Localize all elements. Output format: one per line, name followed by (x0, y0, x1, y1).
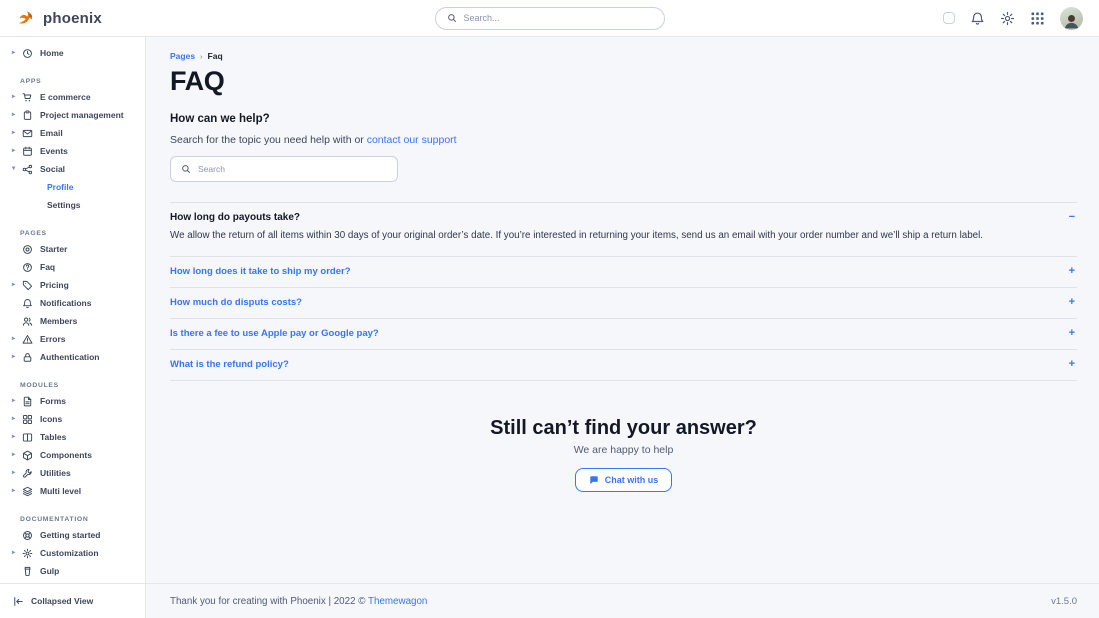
caret-right-icon: ▸ (12, 334, 16, 342)
bell-icon (22, 298, 33, 309)
sidebar-item-multi-level[interactable] (0, 482, 145, 500)
sidebar-item-members[interactable] (0, 312, 145, 330)
sidebar-section-label-apps: APPS (20, 77, 42, 85)
sidebar-item-e-commerce[interactable] (0, 88, 145, 106)
faq-item-is-there-a-fee-to-use-apple-pay-or-googl (170, 319, 1077, 350)
navbar-actions (943, 7, 1083, 30)
users-icon (22, 316, 33, 327)
file-text-icon (22, 396, 33, 407)
layers-icon (22, 486, 33, 497)
sidebar-item-components[interactable] (0, 446, 145, 464)
footer-version: v1.5.0 (1051, 595, 1077, 607)
faq-question-text: What is the refund policy? (170, 359, 289, 371)
faq-item-how-long-does-it-take-to-ship-my-order (170, 257, 1077, 288)
wrench-icon (22, 468, 33, 479)
table-icon (22, 432, 33, 443)
expand-plus-icon: + (1068, 327, 1075, 340)
faq-item-how-long-do-payouts-take (170, 203, 1077, 257)
help-text-body: Search for the topic you need help with or (170, 134, 367, 146)
help-heading: How can we help? (170, 113, 270, 125)
sidebar-subitem-settings[interactable]: Settings (47, 200, 81, 210)
collapse-minus-icon: − (1068, 211, 1075, 223)
help-text (170, 134, 1077, 146)
brand-logo[interactable] (16, 8, 102, 29)
sidebar-item-label: Errors (40, 334, 66, 344)
faq-question-toggle[interactable] (170, 212, 1077, 223)
themewagon-link[interactable]: Themewagon (368, 595, 428, 607)
sidebar-item-label: Notifications (40, 298, 92, 308)
sidebar-item-errors[interactable] (0, 330, 145, 348)
caret-right-icon: ▸ (12, 146, 16, 154)
faq-item-what-is-the-refund-policy (170, 350, 1077, 381)
sidebar-item-label: Members (40, 316, 78, 326)
sidebar-item-label: Email (40, 128, 63, 138)
sidebar-item-starter[interactable] (0, 240, 145, 258)
sidebar-item-social[interactable] (0, 160, 145, 178)
sidebar-item-label: Multi level (40, 486, 82, 496)
notifications-bell-icon[interactable] (970, 11, 985, 26)
faq-accordion (170, 202, 1077, 381)
sidebar-item-home[interactable] (0, 44, 145, 62)
collapse-left-icon (13, 596, 24, 607)
clock-icon (22, 48, 33, 59)
sidebar-item-label: Icons (40, 414, 63, 424)
faq-question-text: How much do disputs costs? (170, 297, 302, 309)
main-content (146, 37, 1099, 618)
caret-right-icon: ▸ (12, 414, 16, 422)
sidebar-item-forms[interactable] (0, 392, 145, 410)
apps-grid-icon[interactable] (1030, 11, 1045, 26)
sidebar-nav (0, 37, 145, 583)
caret-right-icon: ▸ (12, 128, 16, 136)
faq-question-toggle[interactable] (170, 257, 1077, 287)
sidebar-item-label: Faq (40, 262, 56, 272)
share-icon (22, 164, 33, 175)
caret-right-icon: ▸ (12, 352, 16, 360)
search-icon (447, 13, 457, 23)
faq-search[interactable] (170, 156, 398, 182)
expand-plus-icon: + (1068, 265, 1075, 278)
sidebar-item-label: Customization (40, 548, 99, 558)
navbar-search[interactable] (435, 7, 665, 30)
cta-heading: Still can’t find your answer? (490, 416, 757, 439)
theme-toggle[interactable] (943, 12, 955, 24)
faq-question-text: How long do payouts take? (170, 212, 301, 223)
chat-bubble-icon (589, 475, 599, 485)
faq-search-input[interactable] (198, 164, 387, 174)
calendar-icon (22, 146, 33, 157)
search-icon (181, 164, 191, 174)
help-circle-icon (22, 262, 33, 273)
sidebar-item-label: Starter (40, 244, 68, 254)
caret-right-icon: ▸ (12, 548, 16, 556)
settings-gear-icon[interactable] (1000, 11, 1015, 26)
faq-answer-text: We allow the return of all items within 30 days of your original order’s date. If you’re interested in returning your items, send us an email with your order number and we’ll ship a return label. (170, 230, 984, 241)
person-icon (1062, 11, 1081, 30)
sidebar-item-label: Social (40, 164, 66, 174)
sidebar-item-authentication[interactable] (0, 348, 145, 366)
lock-icon (22, 352, 33, 363)
caret-right-icon: ▸ (12, 92, 16, 100)
sidebar-item-label: Components (40, 450, 92, 460)
grid-icon (22, 414, 33, 425)
sidebar-item-notifications[interactable] (0, 294, 145, 312)
breadcrumb-separator: › (200, 51, 203, 61)
caret-right-icon: ▸ (12, 396, 16, 404)
faq-question-toggle[interactable] (170, 319, 1077, 349)
faq-question-toggle[interactable] (170, 350, 1077, 380)
caret-down-icon: ▾ (12, 164, 16, 172)
clipboard-icon (22, 110, 33, 121)
caret-right-icon: ▸ (12, 450, 16, 458)
disc-icon (22, 244, 33, 255)
chat-button-label: Chat with us (604, 474, 659, 485)
top-navbar (0, 0, 1099, 37)
life-buoy-icon (22, 530, 33, 541)
sidebar-section-label-modules: MODULES (20, 381, 59, 389)
mail-icon (22, 128, 33, 139)
package-icon (22, 450, 33, 461)
footer-text-prefix: Thank you for creating with Phoenix | 2022 © (170, 595, 369, 607)
sidebar-section-label-pages: PAGES (20, 229, 47, 237)
faq-item-how-much-do-disputs-costs (170, 288, 1077, 319)
caret-right-icon: ▸ (12, 280, 16, 288)
sidebar-item-utilities[interactable] (0, 464, 145, 482)
sidebar-item-customization[interactable] (0, 544, 145, 562)
phoenix-logo-icon (16, 8, 37, 29)
brand-name: phoenix (43, 9, 102, 27)
cart-icon (22, 92, 33, 103)
sidebar (0, 37, 146, 618)
expand-plus-icon: + (1068, 296, 1075, 309)
sidebar-item-tables[interactable] (0, 428, 145, 446)
sidebar-item-label: Home (40, 48, 64, 58)
caret-right-icon: ▸ (12, 48, 16, 56)
sidebar-item-label: Project management (40, 110, 124, 120)
breadcrumb-pages-link[interactable]: Pages (170, 51, 196, 61)
sidebar-item-label: Authentication (40, 352, 100, 362)
contact-support-link[interactable]: contact our support (366, 134, 457, 146)
footer (146, 583, 1099, 618)
sidebar-item-getting-started[interactable] (0, 526, 145, 544)
page-title: FAQ (170, 66, 225, 96)
navbar-search-input[interactable] (464, 13, 653, 23)
user-avatar[interactable] (1060, 7, 1083, 30)
sidebar-subitem-profile[interactable]: Profile (47, 182, 74, 192)
cta-section (170, 417, 1077, 492)
gear-icon (22, 548, 33, 559)
caret-right-icon: ▸ (12, 432, 16, 440)
sidebar-item-label: Pricing (40, 280, 69, 290)
sidebar-item-gulp[interactable] (0, 562, 145, 580)
cup-icon (22, 566, 33, 577)
sidebar-item-project-management[interactable] (0, 106, 145, 124)
faq-question-text: Is there a fee to use Apple pay or Google pay? (170, 328, 379, 340)
sidebar-item-label: Events (40, 146, 68, 156)
footer-text (170, 596, 427, 607)
faq-question-text: How long does it take to ship my order? (170, 266, 351, 278)
sidebar-item-label: Getting started (40, 530, 101, 540)
sidebar-item-events[interactable] (0, 142, 145, 160)
sidebar-item-label: E commerce (40, 92, 91, 102)
caret-right-icon: ▸ (12, 486, 16, 494)
breadcrumb-current: Faq (207, 51, 223, 61)
caret-right-icon: ▸ (12, 468, 16, 476)
faq-question-toggle[interactable] (170, 288, 1077, 318)
sidebar-item-faq[interactable] (0, 258, 145, 276)
sidebar-item-label: Forms (40, 396, 66, 406)
sidebar-item-label: Tables (40, 432, 67, 442)
sidebar-item-label: Utilities (40, 468, 71, 478)
sidebar-item-email[interactable] (0, 124, 145, 142)
sidebar-item-label: Gulp (40, 566, 60, 576)
sidebar-item-icons[interactable] (0, 410, 145, 428)
chat-with-us-button[interactable] (575, 468, 673, 492)
collapsed-view-label: Collapsed View (31, 596, 94, 606)
alert-triangle-icon (22, 334, 33, 345)
collapsed-view-toggle[interactable] (0, 583, 145, 618)
expand-plus-icon: + (1068, 358, 1075, 371)
cta-subtext: We are happy to help (573, 443, 674, 456)
breadcrumb (170, 51, 1077, 61)
tag-icon (22, 280, 33, 291)
sidebar-section-label-documentation: DOCUMENTATION (20, 515, 89, 523)
sidebar-item-pricing[interactable] (0, 276, 145, 294)
caret-right-icon: ▸ (12, 110, 16, 118)
